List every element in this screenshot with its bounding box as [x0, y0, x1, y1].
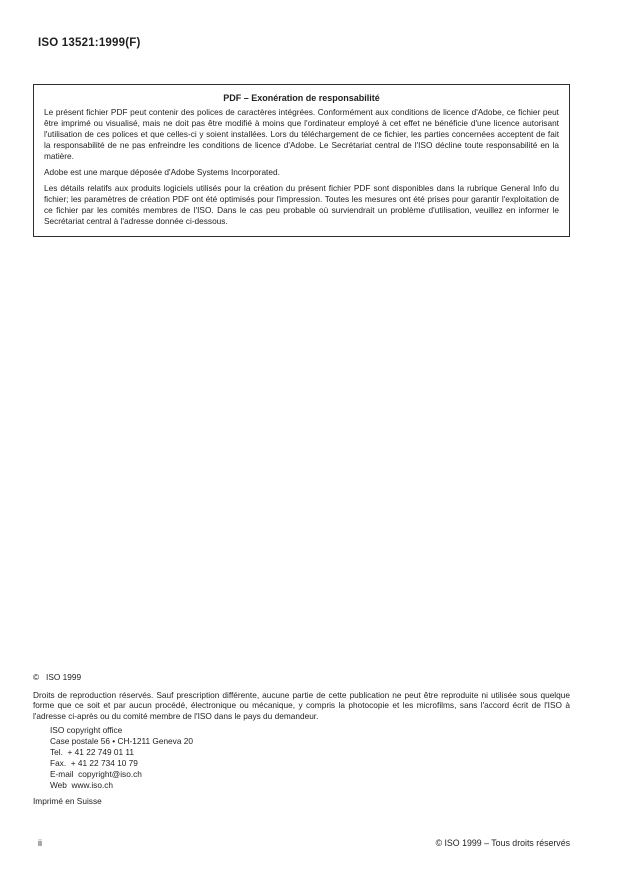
disclaimer-paragraph-2: Adobe est une marque déposée d'Adobe Systems Incorporated. — [44, 167, 280, 177]
document-reference: ISO 13521:1999(F) — [38, 37, 141, 49]
page-footer — [38, 838, 570, 848]
copyright-rights-text: Droits de reproduction réservés. Sauf prescription différente, aucune partie de cette publication ne peut être reproduite ni utilisée sous quelque forme que ce soit et par aucun procédé, électronique ou mécanique, y compris la photocopie et les microfilms, sans l'accord écrit de l'ISO à l'adresse ci-après ou du comité membre de l'ISO dans le pays du demandeur. — [33, 689, 570, 721]
iso-copyright-address — [50, 725, 570, 791]
address-line-email: E-mail copyright@iso.ch — [50, 769, 142, 779]
copyright-section — [33, 672, 570, 807]
address-line-fax: Fax. + 41 22 734 10 79 — [50, 758, 138, 768]
address-line-tel: Tel. + 41 22 749 01 11 — [50, 747, 135, 757]
printed-in-switzerland: Imprimé en Suisse — [33, 796, 102, 806]
footer-copyright: © ISO 1999 – Tous droits réservés — [435, 838, 570, 848]
address-line-web: Web www.iso.ch — [50, 780, 114, 790]
disclaimer-paragraph-1: Le présent fichier PDF peut contenir des polices de caractères intégrées. Conformément aux conditions de licence d'Adobe, ce fichier peut être imprimé ou visualisé, mais ne doit pas être modifié à moins que l'ordinateur employé à cet effet ne bénéficie d'une licence autorisant l'utilisation de ces polices et que celles-ci y soient installées. Lors du téléchargement de ce fichier, les parties concernées acceptent de fait la responsabilité de ne pas enfreindre les conditions de licence d'Adobe. Le Secrétariat central de l'ISO décline toute responsabilité en la matière. — [44, 107, 559, 161]
copyright-symbol-line: © ISO 1999 — [33, 672, 82, 682]
disclaimer-title: PDF – Exonération de responsabilité — [223, 93, 380, 103]
address-line-office: ISO copyright office — [50, 725, 123, 735]
pdf-disclaimer-box — [33, 84, 570, 237]
disclaimer-paragraph-3: Les détails relatifs aux produits logiciels utilisés pour la création du présent fichier PDF sont disponibles dans la rubrique General Info du fichier; les paramètres de création PDF ont été optimisés pour l'impression. Toutes les mesures ont été prises pour garantir l'exploitation de ce fichier par les comités membres de l'ISO. Dans le cas peu probable où surviendrait un problème d'utilisation, veuillez en informer le Secrétariat central à l'adresse donnée ci-dessous. — [44, 183, 559, 226]
address-line-postal: Case postale 56 • CH-1211 Geneva 20 — [50, 736, 193, 746]
page-number: ii — [38, 838, 42, 848]
